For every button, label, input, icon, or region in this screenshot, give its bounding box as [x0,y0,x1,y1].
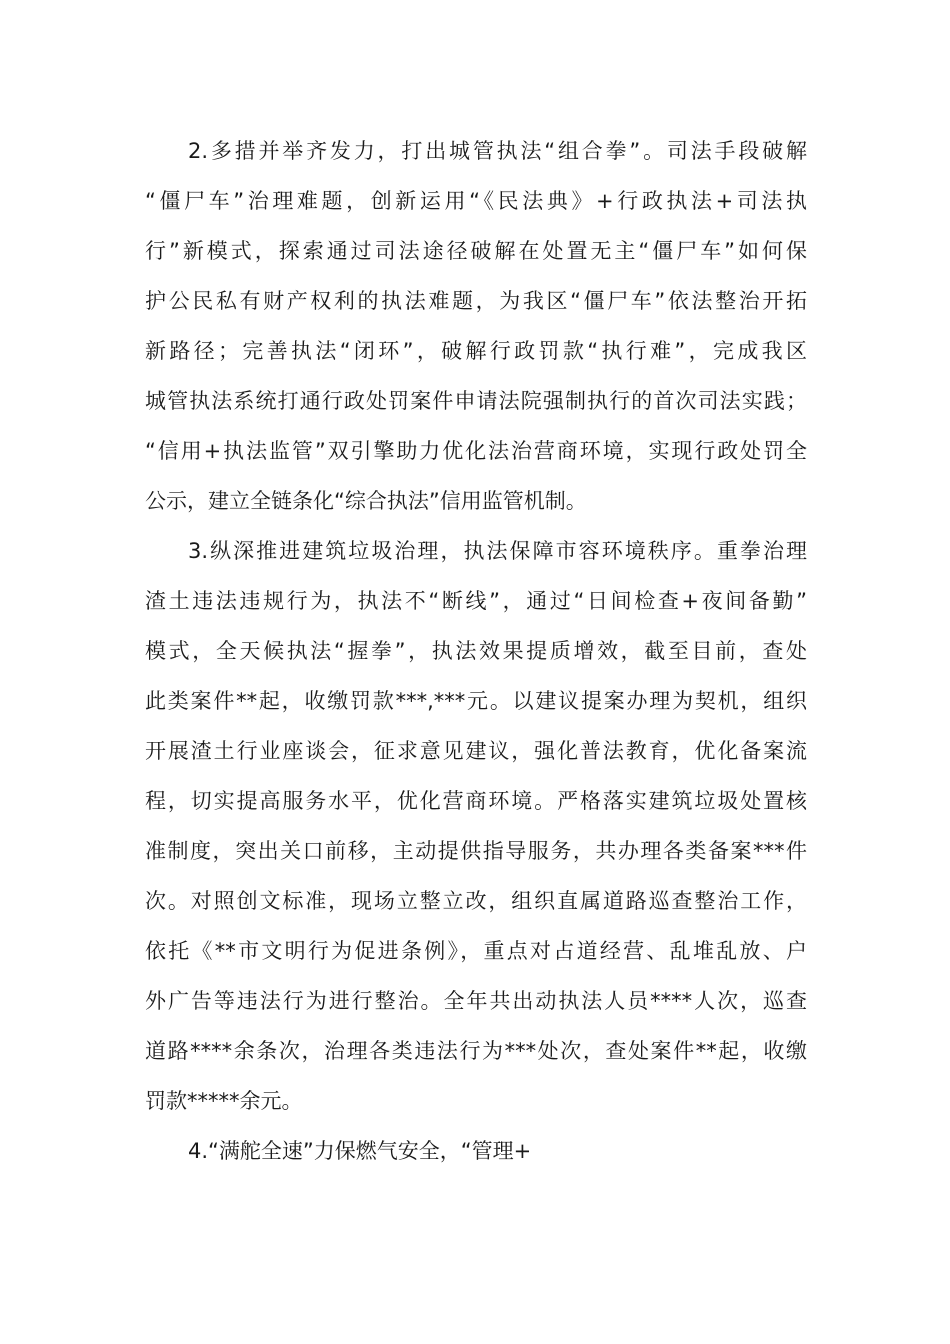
paragraph-2-line-5: 新路径；完善执法“闭环”，破解行政罚款“执行难”，完成我区 [145,339,807,363]
paragraph-3-line-12: 罚款*****余元。 [145,1089,303,1113]
paragraph-2-line-6: 城管执法系统打通行政处罚案件申请法院强制执行的首次司法实践； [145,389,807,413]
paragraph-2-line-8: 公示，建立全链条化“综合执法”信用监管机制。 [145,489,587,513]
paragraph-3-line-1: 3.纵深推进建筑垃圾治理，执法保障市容环境秩序。重拳治理 [188,539,807,563]
paragraph-3-line-7: 准制度，突出关口前移，主动提供指导服务，共办理各类备案***件 [145,839,807,863]
paragraph-3-line-9: 依托《**市文明行为促进条例》，重点对占道经营、乱堆乱放、户 [145,939,807,963]
paragraph-3-line-3: 模式，全天候执法“握拳”，执法效果提质增效，截至目前，查处 [145,639,807,663]
paragraph-3-line-6: 程，切实提高服务水平，优化营商环境。严格落实建筑垃圾处置核 [145,789,807,813]
paragraph-3-line-10: 外广告等违法行为进行整治。全年共出动执法人员****人次，巡查 [145,989,807,1013]
paragraph-4-line-1: 4.“满舵全速”力保燃气安全，“管理+ [188,1139,532,1163]
paragraph-2-line-1: 2.多措并举齐发力，打出城管执法“组合拳”。司法手段破解 [188,139,807,163]
paragraph-3-line-8: 次。对照创文标准，现场立整立改，组织直属道路巡查整治工作， [145,889,807,913]
paragraph-2-line-3: 行”新模式，探索通过司法途径破解在处置无主“僵尸车”如何保 [145,239,807,263]
paragraph-3-line-11: 道路****余条次，治理各类违法行为***处次，查处案件**起，收缴 [145,1039,807,1063]
paragraph-2-line-4: 护公民私有财产权利的执法难题，为我区“僵尸车”依法整治开拓 [145,289,807,313]
paragraph-3-line-2: 渣土违法违规行为，执法不“断线”，通过“日间检查+夜间备勤” [145,589,807,613]
paragraph-2-line-7: “信用+执法监管”双引擎助力优化法治营商环境，实现行政处罚全 [145,439,807,463]
paragraph-3-line-5: 开展渣土行业座谈会，征求意见建议，强化普法教育，优化备案流 [145,739,807,763]
paragraph-3-line-4: 此类案件**起，收缴罚款***,***元。以建议提案办理为契机，组织 [145,689,807,713]
paragraph-2-line-2: “僵尸车”治理难题，创新运用“《民法典》+行政执法+司法执 [145,189,807,213]
